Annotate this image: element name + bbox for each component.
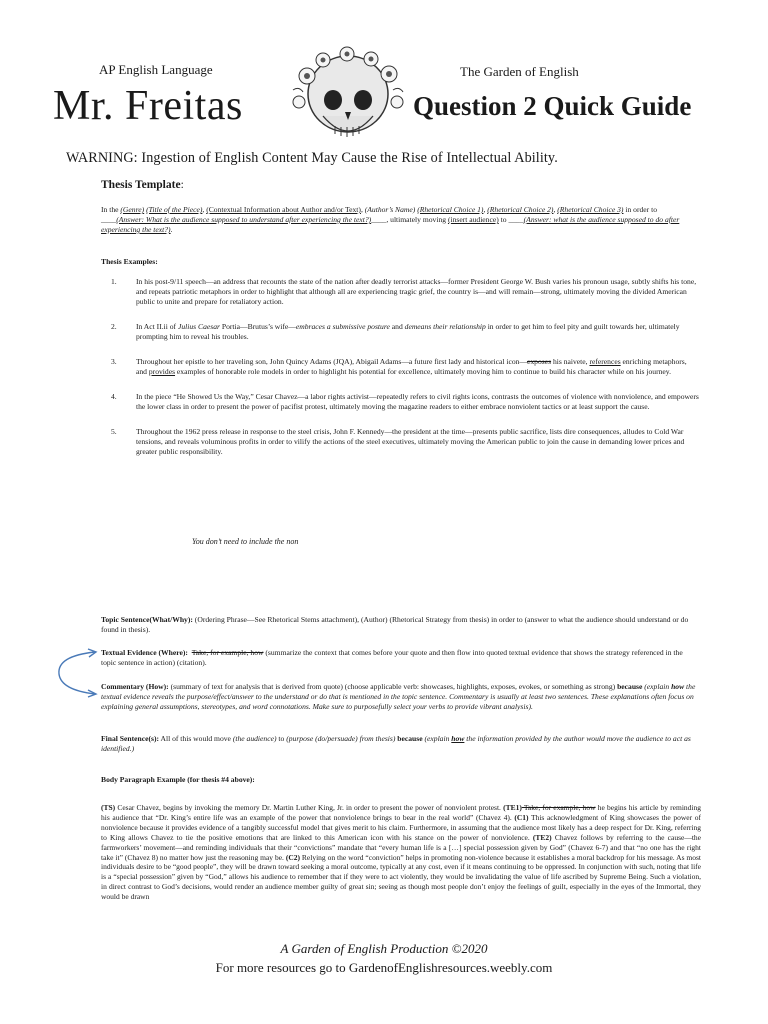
course-label: AP English Language (99, 62, 213, 77)
textual-evidence-guide (101, 648, 699, 668)
thesis-template-title: Thesis Template (101, 179, 181, 191)
tt-p3: , (202, 205, 207, 214)
teacher-name: Mr. Freitas (53, 83, 243, 129)
production-credit: A Garden of English Production ©2020 (280, 941, 488, 956)
tt-p9: ____, ultimately moving (371, 215, 448, 224)
example-text: In the piece “He Showed Us the Way,” Cesar Chavez—a labor rights activist—repeatedly refers to civil rights icons, contrasts the outcomes of violence with nonviolence, and empowers the lower class in order to present the power of pacifist protest, ultimately moving the magazine readers to either embrace nonviolent tactics or at least support the cause. (136, 392, 699, 411)
be-te1-tag: (TE1) (503, 803, 522, 812)
be-te2-tag: (TE2) (532, 832, 552, 842)
fs-text3: (explain (422, 734, 452, 743)
list-item (101, 392, 699, 412)
commentary-guide (101, 682, 699, 712)
series-label: The Garden of English (460, 64, 579, 79)
thesis-template-heading (101, 179, 184, 191)
list-item (101, 357, 699, 377)
example-text-part: enriching metaphors, and (136, 357, 687, 376)
c-text1: (summary of text for analysis that is derived from quote) (choose applicable verb: showcases, highlights, exposes, evokes, or something as strong) (168, 682, 618, 691)
example-text-part: exposes (527, 357, 552, 366)
be-ts-tag: (TS) (101, 803, 116, 812)
be-ts: Cesar Chavez, begins by invoking the memory Dr. Martin Luther King, Jr. in order to present the power of nonviolent protest. (115, 803, 504, 812)
tt-author: (Author’s Name) (364, 205, 416, 214)
body-example-heading: Body Paragraph Example (for thesis #4 above): (101, 775, 255, 784)
example-text-part: Throughout her epistle to her traveling son, John Quincy Adams (JQA), Abigail Adams—a future first lady and historical icon— (136, 357, 528, 366)
tt-p6: , (483, 205, 488, 214)
ts-text: (Ordering Phrase—See Rhetorical Stems attachment), (Author) (Rhetorical Strategy from thesis) in order to (answer to what the audience should understand or do found in thesis). (101, 615, 689, 634)
fs-text4: the information provided by the author would move the audience to act as identified.) (101, 734, 691, 753)
be-te2: Chavez follows by referring to the cause—the farmworkers’ movement—and reminding individuals that their “convictions” mandate that “every human life is a […] special possession given by God” (Chavez 6-7) and that “no one has the right take it” (Chavez 8) no matter how just the reasoning may be. (101, 832, 701, 862)
example-text-part: examples of honorable role models in order to highlight his potential for excellence, ultimately moving him to continue to build his character while on his journey. (175, 367, 671, 376)
thesis-examples-heading: Thesis Examples: (101, 257, 158, 266)
c-how: how (671, 682, 685, 691)
example-text-part: Julius Caesar (177, 322, 220, 331)
example-number: 3. (111, 357, 117, 366)
tt-p11: . (170, 225, 173, 234)
example-text-part: his naivete, (551, 357, 590, 366)
tt-context: (Contextual Information about Author and/or Text) (206, 205, 361, 214)
c-because: because (617, 682, 643, 691)
tt-answer2: (Answer: what is the audience supposed to do after experiencing the text?) (101, 215, 680, 234)
example-text: In his post-9/11 speech—an address that recounts the state of the nation after deadly terrorist attacks—former President George W. Bush varies his pronoun usage, subtly shifts his tone, and repeats patriotic metaphors in order to highlight that although all are experiencing tragic grief, the country is—and will remain—strong, ultimately moving the divided American public to unite and prepare for retaliatory action. (136, 277, 697, 306)
final-sentence-guide (101, 734, 699, 754)
tt-genre: (Genre) (120, 205, 145, 214)
resources-link[interactable]: For more resources go to GardenofEnglishresources.weebly.com (215, 960, 553, 975)
example-number: 2. (111, 322, 117, 331)
tt-p1: In the (101, 205, 121, 214)
tt-rc3: (Rhetorical Choice 3) (557, 205, 624, 214)
warning-line: WARNING: Ingestion of English Content May Cause the Rise of Intellectual Ability. (66, 150, 558, 166)
example-text-part: demeans their relationship (404, 322, 486, 331)
thesis-template-colon: : (180, 179, 184, 191)
guide-title: Question 2 Quick Guide (413, 91, 692, 121)
curved-arrow-icon (55, 648, 99, 698)
c-text3: the textual evidence reveals the purpose/effect/answer to the understand or do that is mentioned in the topic sentence. Commentary is usually at least two sentences. These explanations often focus on explaining general assumptions, stereotypes, and word connotations. Make sure to purposefully select your verbs to provide vibrant analysis). (101, 682, 696, 711)
skull-logo (285, 46, 411, 150)
tt-title-piece: (Title of the Piece) (146, 205, 203, 214)
example-text: Throughout the 1962 press release in response to the steel crisis, John F. Kennedy—the president at the time—presents public sacrifice, lists dire consequences, alludes to Cold War tensions, and reveals voluminous profits in order to vilify the actions of the steel executives, ultimately moving the American public to join the cause in demanding lower prices and greater public responsibility. (136, 427, 685, 456)
tt-p8: in order to (623, 205, 657, 214)
be-c2: Relying on the word “conviction” helps in promoting non-violence because it establishes a moral backdrop for his message. As most individuals desire to be “good people”, they will be drawn toward seeking a moral outcome, typically at any cost, even if it means continuing to be oppressed. In conjunction with such, noting that life is a “special possession” given by “God,” allows his audience to remember that if they were to act violently, they would be invalidating the value of life ascribed by Supreme Being. Such a violation, in direct contrast to God’s decisions, would render an audience member guilty of great sin; seeing as though most people don’t enjoy the feelings of guilt, especially in the eyes of the Immortal, they would be drawn (101, 852, 701, 902)
floating-note: You don’t need to include the non (192, 537, 299, 546)
example-number: 4. (111, 392, 117, 401)
be-c2-tag: (C2) (285, 852, 301, 862)
tt-p4: , (360, 205, 365, 214)
example-text-part: references (589, 357, 621, 366)
tt-p7: , (553, 205, 558, 214)
thesis-examples-list (101, 277, 699, 466)
fs-text2: to (276, 734, 287, 743)
tt-rc1: (Rhetorical Choice 1) (417, 205, 484, 214)
ts-label: Topic Sentence(What/Why): (101, 615, 193, 624)
example-number: 5. (111, 427, 117, 436)
tt-blank1: ____ (101, 215, 117, 224)
fs-because: because (395, 734, 423, 743)
tt-insert: (insert audience) (447, 215, 499, 224)
fs-label: Final Sentence(s): (101, 734, 159, 743)
example-text-part: provides (148, 367, 176, 376)
list-item (101, 322, 699, 342)
list-item (101, 277, 699, 307)
be-c1: This acknowledgment of King showcases the power of nonviolence because it provides evidence of a tangibly successful model that gives merit to his claim. Furthermore, in assuming that the audience most likely has a deep respect for Dr. King, referring to King allows Chavez to tie the positive emotions that are linked to this American icon with his stance on the power of nonviolence. (101, 812, 702, 842)
c-label: Commentary (How): (101, 682, 169, 691)
tt-rc2: (Rhetorical Choice 2) (487, 205, 554, 214)
example-text-part: and (389, 322, 405, 331)
topic-sentence-guide (101, 615, 699, 635)
fs-how: how (451, 734, 465, 743)
fs-audience: (the audience) (232, 734, 277, 743)
example-text-part: Portia—Brutus’s wife— (219, 322, 296, 331)
te-text: (summarize the context that comes before your quote and then flow into quoted textual evidence that shows the strategy referenced in the topic sentence in action) (citation). (101, 648, 683, 667)
example-number: 1. (111, 277, 117, 286)
be-te1-strike: Take, for example, how (521, 803, 596, 812)
tt-answer1: (Answer: What is the audience supposed to understand after experiencing the text?) (116, 215, 372, 224)
tt-p10: to ____ (498, 215, 524, 224)
list-item (101, 427, 699, 457)
te-strike: Take, for example, how (191, 648, 264, 657)
te-label: Textual Evidence (Where): (101, 648, 188, 657)
fs-purpose: (purpose (do/persuade) from thesis) (286, 734, 396, 743)
be-c1-tag: (C1) (514, 812, 529, 822)
be-te1: he begins his article by reminding his audience that “Dr. King’s entire life was an example of the power that nonviolence brings to bear in the real world” (Chavez 4). (101, 803, 702, 822)
body-example-paragraph (101, 803, 701, 902)
example-text-part: embraces a submissive posture (295, 322, 390, 331)
fs-text1: All of this would move (159, 734, 233, 743)
c-text2: (explain (642, 682, 672, 691)
thesis-template-text (101, 205, 699, 235)
example-text-part: In Act II.ii of (136, 322, 178, 331)
example-text-part: in order to get him to feel pity and guilt towards her, ultimately prompting him to reveal his troubles. (136, 322, 680, 341)
